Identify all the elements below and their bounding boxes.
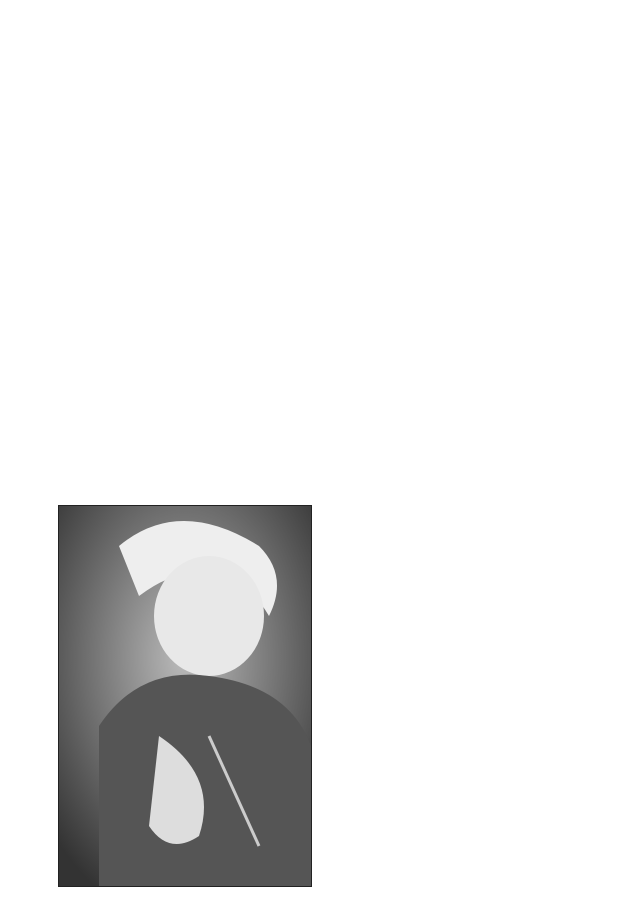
interview-text-bottom	[282, 452, 552, 882]
photo	[58, 505, 312, 887]
interview-text-top	[52, 24, 552, 454]
article-title	[560, 18, 620, 618]
injection-illustration	[59, 506, 311, 886]
